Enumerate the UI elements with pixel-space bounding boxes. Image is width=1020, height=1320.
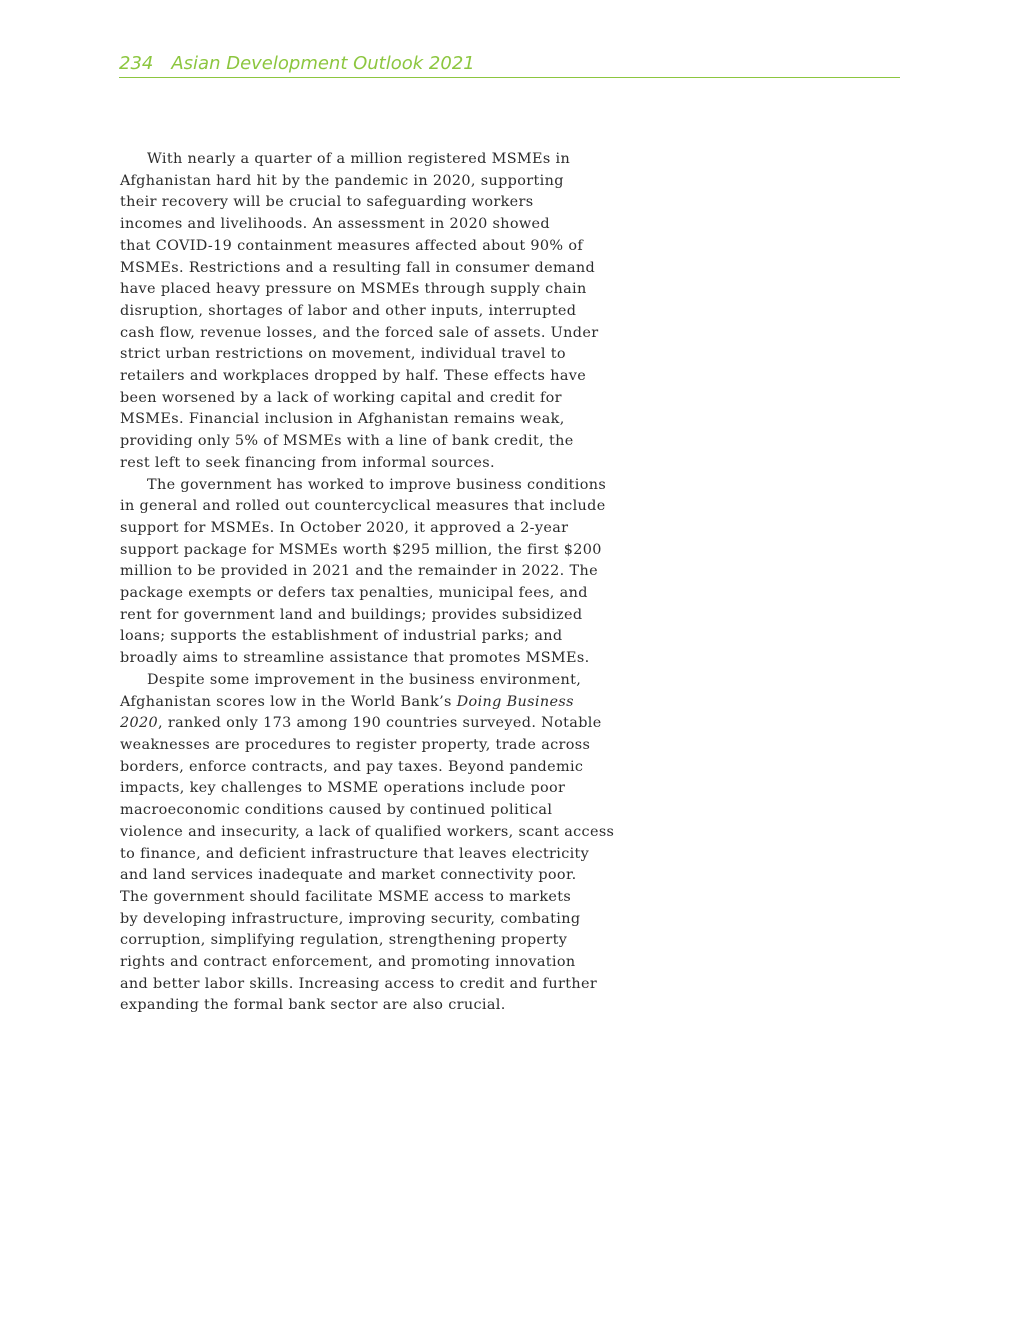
text-line: weaknesses are procedures to register property, trade across	[120, 736, 591, 753]
paragraph-government-support	[120, 475, 620, 670]
report-title-italic: Doing Business	[456, 693, 574, 710]
paragraph-msme-impact	[120, 149, 620, 475]
text-line: support package for MSMEs worth $295 million, the first $200	[120, 541, 602, 558]
text-line: cash flow, revenue losses, and the forced sale of assets. Under	[120, 324, 599, 341]
text-line: strict urban restrictions on movement, individual travel to	[120, 346, 566, 363]
text-line: macroeconomic conditions caused by continued political	[120, 802, 553, 819]
text-line: borders, enforce contracts, and pay taxes. Beyond pandemic	[120, 758, 584, 775]
text-line: support for MSMEs. In October 2020, it approved a 2-year	[120, 519, 569, 536]
page-number: 234	[119, 53, 154, 74]
text-line: The government should facilitate MSME access to markets	[120, 888, 572, 905]
text-line: Despite some improvement in the business environment,	[147, 671, 582, 688]
text-line: disruption, shortages of labor and other inputs, interrupted	[120, 302, 577, 319]
text-line: corruption, simplifying regulation, strengthening property	[120, 932, 568, 949]
text-line: and land services inadequate and market connectivity poor.	[120, 867, 577, 884]
text-line: loans; supports the establishment of industrial parks; and	[120, 628, 563, 645]
text-line: With nearly a quarter of a million registered MSMEs in	[147, 151, 571, 167]
text-line: retailers and workplaces dropped by half. These effects have	[120, 368, 587, 385]
text-line: expanding the formal bank sector are also crucial.	[120, 997, 506, 1014]
text-line: impacts, key challenges to MSME operations include poor	[120, 780, 566, 797]
text-line: package exempts or defers tax penalties, municipal fees, and	[120, 585, 588, 602]
text-line: Afghanistan hard hit by the pandemic in 2020, supporting	[120, 172, 564, 189]
text-line: that COVID-19 containment measures affected about 90% of	[120, 237, 584, 254]
text-line: The government has worked to improve business conditions	[147, 476, 607, 493]
text-line: to finance, and deficient infrastructure that leaves electricity	[120, 845, 590, 862]
text-line: broadly aims to streamline assistance that promotes MSMEs.	[120, 650, 590, 667]
text-line: violence and insecurity, a lack of qualified workers, scant access	[120, 823, 615, 840]
text-segment: , ranked only 173 among 190 countries surveyed. Notable	[158, 715, 602, 732]
text-line: rights and contract enforcement, and promoting innovation	[120, 954, 576, 971]
text-line: providing only 5% of MSMEs with a line of bank credit, the	[120, 433, 574, 450]
text-line: in general and rolled out countercyclical measures that include	[120, 498, 606, 515]
report-year-italic: 2020	[120, 715, 159, 732]
text-line	[120, 713, 620, 735]
text-line: have placed heavy pressure on MSMEs through supply chain	[120, 281, 587, 298]
body-text	[120, 149, 620, 1017]
text-line: their recovery will be crucial to safeguarding workers	[120, 194, 534, 211]
text-line: rest left to seek financing from informal sources.	[120, 454, 495, 471]
text-line: by developing infrastructure, improving security, combating	[120, 910, 581, 927]
running-header	[119, 50, 900, 78]
text-line: been worsened by a lack of working capital and credit for	[120, 389, 562, 406]
text-line: and better labor skills. Increasing access to credit and further	[120, 975, 598, 992]
text-line: million to be provided in 2021 and the remainder in 2022. The	[120, 563, 598, 580]
text-line: MSMEs. Financial inclusion in Afghanistan remains weak,	[120, 411, 565, 428]
text-line: MSMEs. Restrictions and a resulting fall in consumer demand	[120, 259, 596, 276]
text-line	[120, 692, 620, 714]
text-segment: Afghanistan scores low in the World Bank’s	[120, 693, 457, 710]
publication-title: Asian Development Outlook 2021	[171, 53, 475, 74]
text-line: incomes and livelihoods. An assessment in 2020 showed	[120, 216, 550, 233]
text-line: rent for government land and buildings; provides subsidized	[120, 606, 583, 623]
paragraph-business-environment	[120, 670, 620, 1017]
